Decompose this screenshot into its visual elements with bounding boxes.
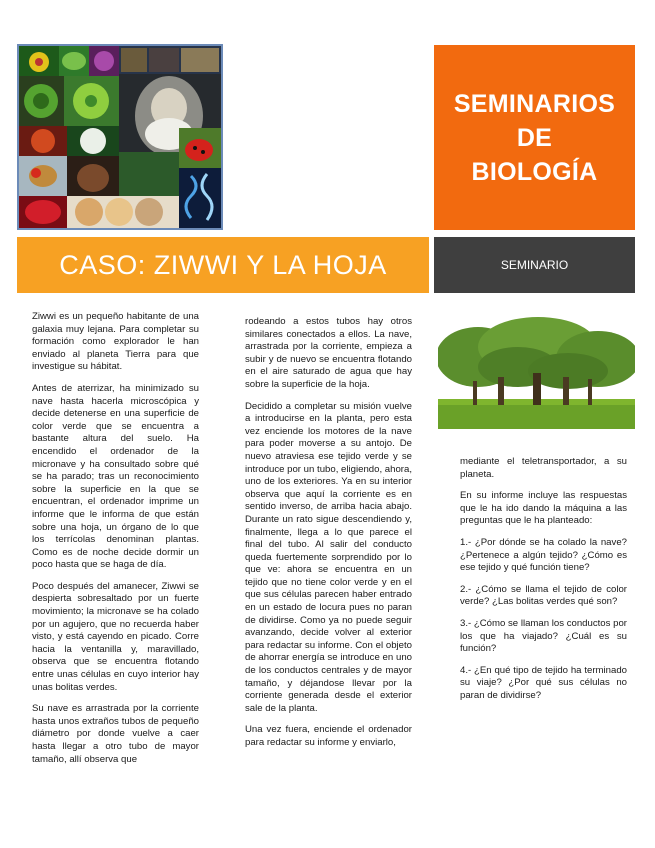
tree-image	[438, 317, 635, 429]
paragraph: Ziwwi es un pequeño habitante de una galaxia muy lejana. Para completar su formación como explorador le han enviado al planeta Tierra para que investigue su hábitat.	[32, 311, 199, 373]
question-2: 2.- ¿Cómo se llama el tejido de color verde? ¿Las bolitas verdes qué son?	[460, 583, 627, 608]
title-line-3: BIOLOGÍA	[471, 157, 598, 186]
seminar-title-box	[434, 45, 635, 230]
tree-graphic	[438, 317, 635, 429]
paragraph: mediante el teletransportador, a su planeta.	[460, 456, 627, 480]
paragraph: rodeando a estos tubos hay otros similares conectados a ellos. La nave, arrastrada por la corriente, empieza a subir y de nuevo se encuentra flotando en el aire saturado de agua que hay sobre la superficie de la hoja.	[245, 316, 412, 390]
section-label-bar	[434, 237, 635, 293]
biology-collage-image	[17, 44, 223, 230]
question-3: 3.- ¿Cómo se llaman los conductos por los que ha viajado? ¿Cuál es su función?	[460, 617, 627, 655]
text-column-3	[460, 456, 627, 712]
section-label: SEMINARIO	[500, 258, 569, 272]
seminar-title	[454, 87, 615, 189]
title-line-1: SEMINARIOS	[453, 89, 616, 118]
paragraph: Su nave es arrastrada por la corriente hasta unos extraños tubos de pequeño diámetro por donde vuelve a caer hasta llegar a otro tubo de mayor tamaño, allí observa que	[32, 703, 199, 765]
paragraph: Una vez fuera, enciende el ordenador para redactar su informe y enviarlo,	[245, 724, 412, 748]
title-line-2: DE	[516, 123, 553, 152]
paragraph: En su informe incluye las respuestas que le ha ido dando la máquina a las preguntas que le ha planteado:	[460, 490, 627, 527]
question-1: 1.- ¿Por dónde se ha colado la nave? ¿Pertenece a algún tejido? ¿Cómo es ese tejido y qué función tiene?	[460, 536, 627, 574]
case-title-bar	[17, 237, 429, 293]
paragraph: Decidido a completar su misión vuelve a introducirse en la planta, pero esta vez enciende los motores de la nave para poder moverse a su antojo. De nuevo atraviesa ese tejido verde y se introduce por un tubo, eligiendo, ahora, uno de los exteriores. Ya en su interior observa que aquí la corriente es en sentido inverso, de arriba hacia abajo. Durante un rato sigue descendiendo y, finalmente, llega a lo que parece el final del tubo. Al salir del conducto queda fuertemente sorprendido por lo que ve: ahora se encuentra en un tejido que no tiene color verde y en el que sus células parecen haber entrado en un estado de locura pues no paran de dividirse. Como ya no puede seguir avanzando, decide volver al exterior para redactar su informe. Con el objeto de ahorrar energía se introduce en uno de los conductos centrales y de mayor tamaño, y déjandose llevar por la corriente generada desde el exterior sale de la planta.	[245, 400, 412, 714]
case-title: CASO: ZIWWI Y LA HOJA	[59, 249, 387, 280]
paragraph: Poco después del amanecer, Ziwwi se despierta sobresaltado por un fuerte movimiento; la micronave se ha colado por un agujero, que no recuerda haber visto, y está cayendo en picado. Corre hacia la ventanilla y, maravillado, observa que se encuentra flotando entre unas células en cuyo interior hay unas bolitas verdes.	[32, 580, 199, 693]
text-column-2	[245, 316, 412, 759]
collage-graphic	[19, 46, 221, 228]
question-4: 4.- ¿En qué tipo de tejido ha terminado su viaje? ¿Por qué sus células no paran de dividirse?	[460, 664, 627, 701]
paragraph: Antes de aterrizar, ha minimizado su nave hasta hacerla microscópica y decide detenerse en una superficie de color verde que se encuentra a bastante altura del suelo. Ha encendido el ordenador de la micronave y ha consultado sobre qué se ha parado; tras un reconocimiento sobre la superficie en la que se encuentran, el ordenador imprime un informe que le informa de que están sobre una hoja, un órgano de lo que los terrícolas denominan plantas. Como es de noche decide dormir un poco hasta que se haga de día.	[32, 382, 199, 571]
text-column-1	[32, 311, 199, 775]
